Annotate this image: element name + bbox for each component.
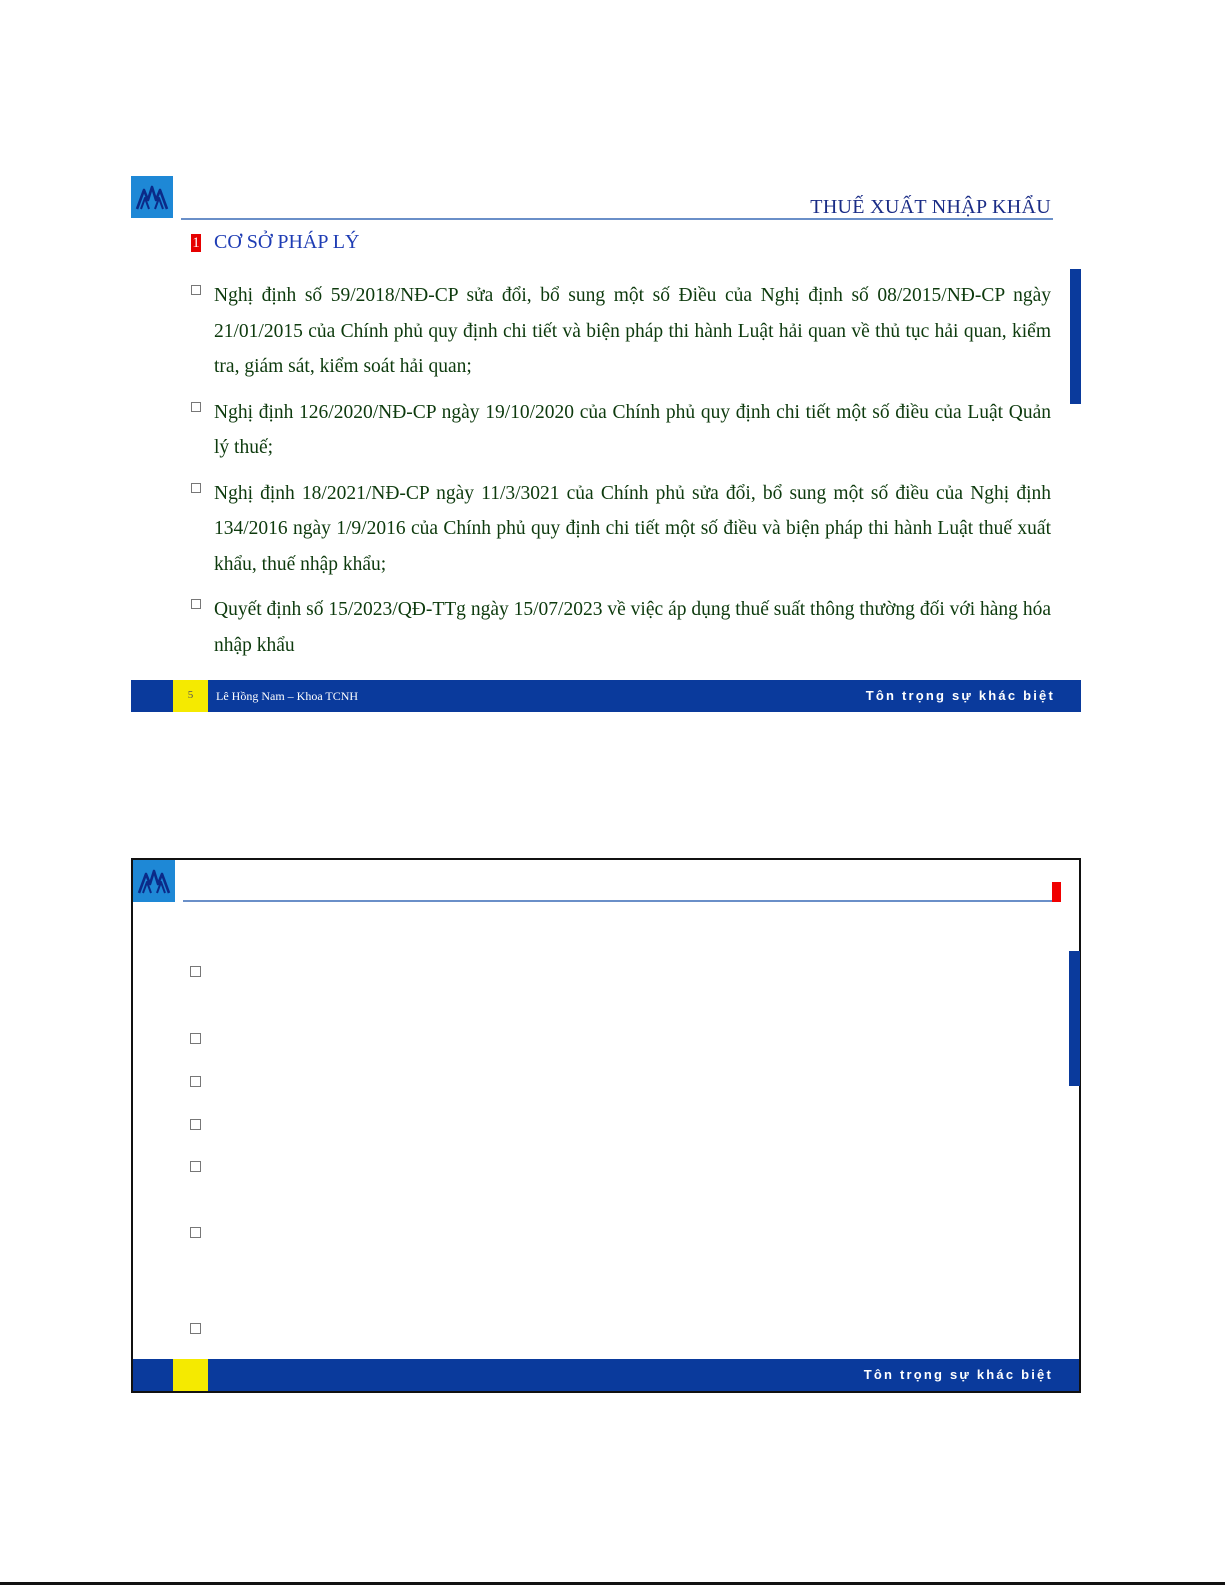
bullet-text: Nghị định 18/2021/NĐ-CP ngày 11/3/3021 của Chính phủ sửa đổi, bổ sung một số điều của Nghị định 134/2016 ngày 1/9/2016 của Chính phủ quy định chi tiết một số điều và biện pháp thi hành Luật thuế xuất khẩu, thuế nhập khẩu; (214, 482, 1051, 575)
bullet-list (189, 278, 1051, 673)
list-item (189, 476, 1051, 583)
bullet-text: Nghị định số 59/2018/NĐ-CP sửa đổi, bổ sung một số Điều của Nghị định số 08/2015/NĐ-CP ngày 21/01/2015 của Chính phủ quy định chi tiết và biện pháp thi hành Luật hải quan về thủ tục hải quan, kiểm tra, giám sát, kiểm soát hải quan; (214, 285, 1051, 377)
footer-slogan: Tôn trọng sự khác biệt (865, 688, 1055, 703)
empty-checkbox-icon (190, 1076, 201, 1087)
mountain-logo-icon (131, 176, 173, 218)
empty-checkbox-icon (190, 1227, 201, 1238)
section-title: CƠ SỞ PHÁP LÝ (214, 231, 360, 253)
section-number-badge: 1 (192, 235, 200, 251)
slide-footer (131, 680, 1081, 712)
empty-checkbox-icon (190, 1323, 201, 1334)
bullet-text: Quyết định số 15/2023/QĐ-TTg ngày 15/07/2023 về việc áp dụng thuế suất thông thường đối với hàng hóa nhập khẩu (214, 599, 1051, 656)
slide-blank (131, 858, 1081, 1393)
header-divider (181, 218, 1053, 220)
footer-author: Lê Hồng Nam – Khoa TCNH (216, 689, 359, 703)
list-item (189, 278, 1051, 385)
list-item (189, 592, 1051, 663)
footer-slogan: Tôn trọng sự khác biệt (863, 1367, 1053, 1382)
header-divider (183, 900, 1057, 902)
header-title: THUẾ XUẤT NHẬP KHẨU (810, 196, 1051, 218)
list-item (189, 395, 1051, 466)
slide-page-5 (131, 176, 1081, 712)
empty-checkbox-icon (191, 285, 201, 295)
slide-footer (133, 1359, 1079, 1391)
mountain-logo-icon (133, 860, 175, 902)
section-number-badge (1052, 882, 1061, 902)
empty-checkbox-icon (191, 599, 201, 609)
empty-checkbox-icon (190, 1033, 201, 1044)
empty-checkbox-icon (190, 966, 201, 977)
page-number: 5 (173, 680, 208, 712)
side-accent-bar (1069, 951, 1080, 1086)
empty-checkbox-icon (191, 483, 201, 493)
empty-checkbox-icon (190, 1119, 201, 1130)
empty-checkbox-icon (190, 1161, 201, 1172)
bullet-text: Nghị định 126/2020/NĐ-CP ngày 19/10/2020 của Chính phủ quy định chi tiết một số điều của Luật Quản lý thuế; (214, 401, 1051, 458)
side-accent-bar (1070, 269, 1081, 404)
empty-checkbox-icon (191, 402, 201, 412)
page-number (173, 1359, 208, 1391)
